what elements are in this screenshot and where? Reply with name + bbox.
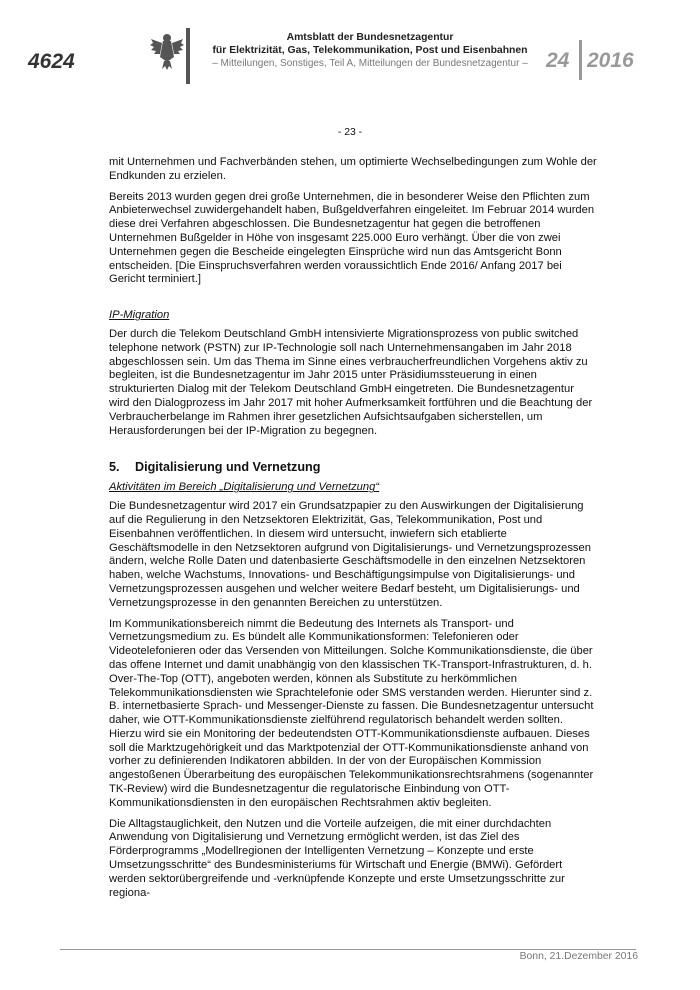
paragraph: Die Alltagstauglichkeit, den Nutzen und die Vorteile aufzeigen, die mit einer durchdachten Anwendung von Digitalisierung und Vernetzung ermöglicht werden, ist das Ziel des Förderprogramms „Modellregionen der Intelligenten Vernetzung – Konzepte und erste Umsetzungsschritte“ des Bundesministeriums für Wirtschaft und Energie (BMWi). Gefördert werden sektorübergreifende und -verknüpfende Konzepte und erste Umsetzungsschritte zur regiona- xyxy=(109,817,565,899)
section-heading xyxy=(109,460,597,475)
paragraph: mit Unternehmen und Fachverbänden stehen, um optimierte Wechselbedingungen zum Wohle der Endkunden zu erzielen. xyxy=(109,156,597,182)
footer-date: Bonn, 21.Dezember 2016 xyxy=(519,951,638,962)
header-divider xyxy=(186,28,190,84)
federal-eagle-icon xyxy=(150,31,184,71)
issue-number: 24 xyxy=(546,49,570,72)
subheading-activities: Aktivitäten im Bereich „Digitalisierung und Vernetzung“ xyxy=(109,481,380,494)
section-title: Digitalisierung und Vernetzung xyxy=(135,460,321,475)
section-number: 5. xyxy=(109,460,120,475)
issue-divider xyxy=(579,40,582,80)
gazette-title xyxy=(200,31,540,57)
subheading-ip-migration: IP-Migration xyxy=(109,309,170,322)
gazette-subtitle: – Mitteilungen, Sonstiges, Teil A, Mitteilungen der Bundesnetzagentur – xyxy=(212,58,528,69)
document-body xyxy=(109,156,597,907)
footer-divider xyxy=(60,949,636,950)
gazette-title-line2: für Elektrizität, Gas, Telekommunikation, Post und Eisenbahnen xyxy=(212,45,528,56)
inner-page-number: - 23 - xyxy=(337,127,363,138)
paragraph: Die Bundesnetzagentur wird 2017 ein Grundsatzpapier zu den Auswirkungen der Digitalisierung auf die Regulierung in den Netzsektoren Elektrizität, Gas, Telekommunikation, Post und Eisenbahnen veröffentlichen. In diesem wird untersucht, inwiefern sich etablierte Geschäftsmodelle in den Netzsektoren aufgrund von Digitalisierungs- und Vernetzungsprozessen ändern, welche Rolle Daten und datenbasierte Geschäftsmodelle in den einzelnen Netzsektoren haben, welche Wachstums, Innovations- und Beschäftigungsimpulse von Digitalisierungs- und Vernetzungsprozessen ausgehen und welcher weitere Bedarf besteht, um Digitalisierungs- und Vernetzungsprozesse in den genannten Bereichen zu unterstützen. xyxy=(109,500,591,609)
paragraph: Bereits 2013 wurden gegen drei große Unternehmen, die in besonderer Weise den Pflichten zum Anbieterwechsel zuwidergehandelt haben, Bußgeldverfahren eingeleitet. Im Februar 2014 wurden diese drei Verfahren abgeschlossen. Die Bundesnetzagentur hat gegen die betroffenen Unternehmen Bußgelder in Höhe von insgesamt 225.000 Euro verhängt. Über die von zwei Unternehmen gegen die Bescheide eingelegten Einsprüche wird nun das Amtsgericht Bonn entscheiden. [Die Einspruchsverfahren werden voraussichtlich Ende 2016/ Anfang 2017 bei Gericht terminiert.] xyxy=(109,190,595,286)
page-number: 4624 xyxy=(28,50,75,73)
paragraph: Der durch die Telekom Deutschland GmbH intensivierte Migrationsprozess von public switched telephone network (PSTN) zur IP-Technologie soll nach Unternehmensangaben im Jahr 2018 abgeschlossen sein. Um das Thema im Sinne eines verbraucherfreundlichen Vorgehens aktiv zu begleiten, ist die Bundesnetzagentur im Jahr 2015 unter Präsidiumssteuerung in einen strukturierten Dialog mit der Telekom Deutschland GmbH eingetreten. Die Bundesnetzagentur wird den Dialogprozess im Jahr 2017 mit hoher Aufmerksamkeit fortführen und die Beachtung der Verbraucherbelange im Rahmen ihrer gesetzlichen Aufsichtsaufgaben sicherstellen, um Herausforderungen bei der IP-Migration zu begegnen. xyxy=(109,327,593,437)
gazette-title-line1: Amtsblatt der Bundesnetzagentur xyxy=(286,32,454,43)
paragraph: Im Kommunikationsbereich nimmt die Bedeutung des Internets als Transport- und Vernetzungsmedium zu. Es bündelt alle Kommunikationsformen: Telefonieren oder Videotelefonieren oder das Versenden von Mitteilungen. Solche Kommunikationsdienste, die über das offene Internet und damit unabhängig von den klassischen TK-Transport-Infrastrukturen, d. h. Over-The-Top (OTT), angeboten werden, können als Substitute zu herkömmlichen Telekommunikationsdiensten wie Sprachtelefonie oder SMS verstanden werden. Hierunter sind z. B. internetbasierte Sprach- und Messenger-Dienste zu fassen. Die Bundesnetzagentur untersucht daher, wie OTT-Kommunikationsdienste zielführend regulatorisch behandelt werden sollten. Hierzu wird sie ein Monitoring der bedeutendsten OTT-Kommunikationsdienste aufbauen. Dieses soll die Marktzugehörigkeit und das Marktpotenzial der OTT-Kommunikationsdienste anhand von vorher zu definierenden Indikatoren abbilden. In der von der Europäischen Kommission angestoßenen Überarbeitung des europäischen Telekommunikationsrechtsrahmens (sogenannter TK-Review) wird die Bundesnetzagentur die regulatorische Einbindung von OTT-Kommunikationsdiensten in den europäischen Rechtsrahmen aktiv begleiten. xyxy=(109,617,594,809)
issue-year: 2016 xyxy=(587,49,634,72)
